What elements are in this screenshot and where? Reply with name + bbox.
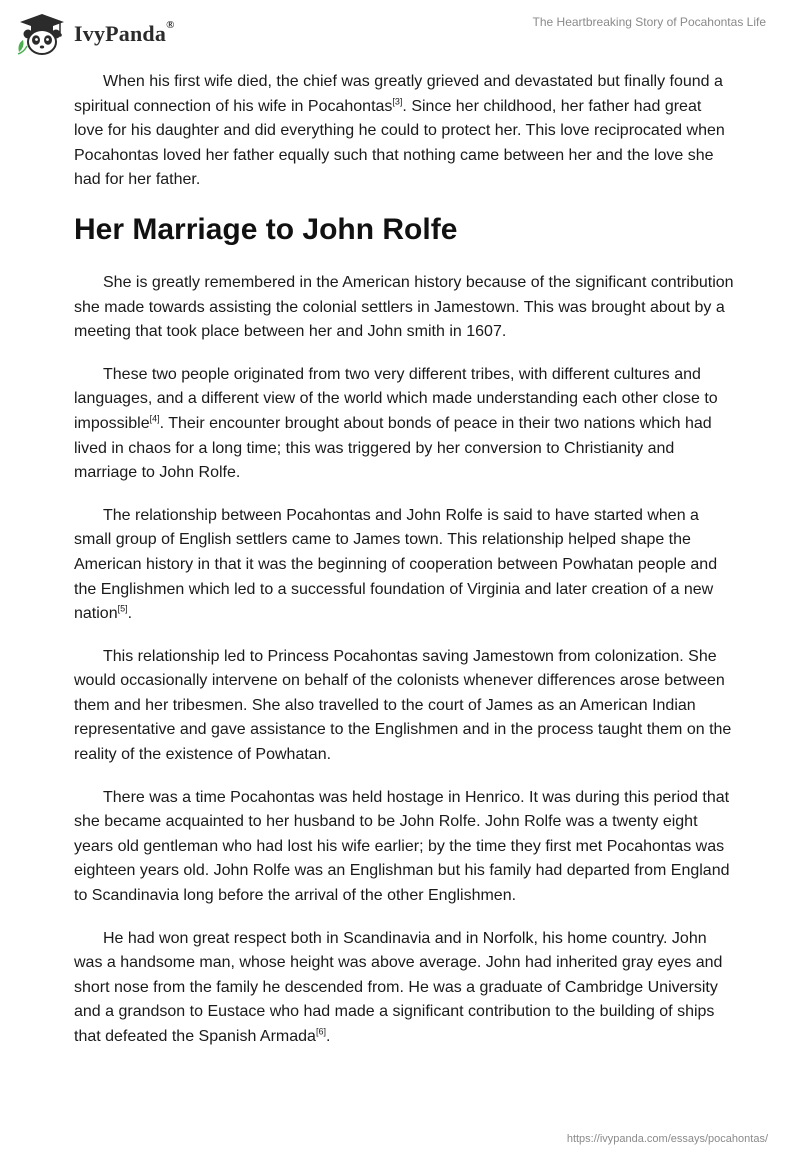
paragraph-7: He had won great respect both in Scandinavia and in Norfolk, his home country. John was a handsome man, whose height was above average. John had inherited gray eyes and short nose from the family he descended from. He was a graduate of Cambridge University and a grandson to Eustace who had made a significant contribution to the building of ships that defeated the Spanish Armada[6]. <box>74 929 723 1045</box>
document-title: The Heartbreaking Story of Pocahontas Life <box>532 15 766 29</box>
paragraph-4: The relationship between Pocahontas and John Rolfe is said to have started when a small group of English settlers came to James town. This relationship helped shape the American history in that it was the beginning of cooperation between Powhatan people and the Englishmen which led to a successful foundation of Virginia and later creation of a new nation[5]. <box>74 506 718 623</box>
article-body <box>74 70 734 1068</box>
source-url[interactable]: https://ivypanda.com/essays/pocahontas/ <box>566 1133 768 1145</box>
section-heading: Her Marriage to John Rolfe <box>74 212 458 246</box>
registered-mark: ® <box>166 19 175 31</box>
citation-4[interactable]: [4] <box>149 413 160 424</box>
brand-logo[interactable] <box>16 12 175 56</box>
panda-graduation-cap-icon <box>16 12 68 56</box>
paragraph-6: There was a time Pocahontas was held hostage in Henrico. It was during this period that she became acquainted to her husband to be John Rolfe. John Rolfe was a twenty eight years old gentleman who had lost his wife earlier; by the time they first met Pocahontas was eighteen years old. John Rolfe was an Englishman but his family had departed from England to Scandinavia long before the arrival of the other Englishmen. <box>74 788 730 905</box>
paragraph-2: She is greatly remembered in the American history because of the significant contribution she made towards assisting the colonial settlers in Jamestown. This was brought about by a meeting that took place between her and John smith in 1607. <box>74 273 734 341</box>
paragraph-5: This relationship led to Princess Pocahontas saving Jamestown from colonization. She would occasionally intervene on behalf of the colonists whenever differences arose between them and her tribesmen. She also travelled to the court of James as an American Indian representative and gave assistance to the Englishmen and in the process taught them on the reality of the existence of Powhatan. <box>74 647 732 764</box>
citation-3[interactable]: [3] <box>392 96 403 107</box>
paragraph-1: When his first wife died, the chief was greatly grieved and devastated but finally found a spiritual connection of his wife in Pocahontas[3]. Since her childhood, her father had great love for his daughter and did everything he could to protect her. This love reciprocated when Pocahontas loved her father equally such that nothing came between her and the love she had for her father. <box>74 73 725 189</box>
brand-name: IvyPanda® <box>74 19 175 46</box>
citation-6[interactable]: [6] <box>315 1026 326 1037</box>
paragraph-3: These two people originated from two very different tribes, with different cultures and languages, and a different view of the world which made understanding each other close to impossible[4]. Their encounter brought about bonds of peace in their two nations which had lived in chaos for a long time; this was triggered by her conversion to Christianity and marriage to John Rolfe. <box>74 365 718 482</box>
citation-5[interactable]: [5] <box>117 603 128 614</box>
